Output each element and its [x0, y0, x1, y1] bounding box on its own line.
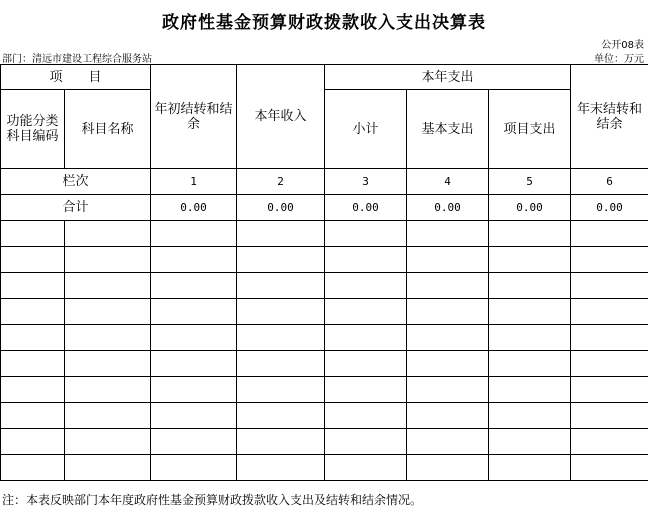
column-number-cell: 3	[325, 169, 407, 195]
header-end-balance: 年末结转和结余	[571, 65, 648, 169]
total-row	[1, 195, 648, 221]
header-income: 本年收入	[237, 65, 325, 169]
total-value: 0.00	[571, 195, 648, 221]
column-number-cell: 1	[151, 169, 237, 195]
empty-row	[1, 299, 648, 325]
column-number-row	[1, 169, 648, 195]
header-item: 项 目	[1, 65, 151, 90]
header-subtotal: 小计	[325, 90, 407, 169]
total-value: 0.00	[407, 195, 489, 221]
total-value: 0.00	[325, 195, 407, 221]
total-value: 0.00	[489, 195, 571, 221]
empty-row	[1, 247, 648, 273]
empty-row	[1, 325, 648, 351]
budget-table	[0, 64, 648, 481]
empty-row	[1, 273, 648, 299]
unit-label: 单位：万元	[594, 54, 644, 65]
form-number: 公开08表	[601, 40, 644, 51]
column-number-cell: 5	[489, 169, 571, 195]
total-value: 0.00	[237, 195, 325, 221]
department-label: 部门：清远市建设工程综合服务站	[2, 54, 152, 65]
header-begin-balance: 年初结转和结余	[151, 65, 237, 169]
total-label: 合计	[1, 195, 151, 221]
header-project: 项目支出	[489, 90, 571, 169]
total-value: 0.00	[151, 195, 237, 221]
footnote: 注：本表反映部门本年度政府性基金预算财政拨款收入支出及结转和结余情况。	[2, 493, 423, 507]
empty-row	[1, 377, 648, 403]
empty-row	[1, 351, 648, 377]
header-basic: 基本支出	[407, 90, 489, 169]
empty-row	[1, 403, 648, 429]
column-number-cell: 6	[571, 169, 648, 195]
header-expense-group: 本年支出	[325, 65, 571, 90]
empty-row	[1, 429, 648, 455]
column-number-cell: 2	[237, 169, 325, 195]
empty-row	[1, 221, 648, 247]
column-number-label: 栏次	[1, 169, 151, 195]
header-func-code: 功能分类科目编码	[1, 90, 65, 169]
report-title: 政府性基金预算财政拨款收入支出决算表	[162, 13, 486, 33]
column-number-cell: 4	[407, 169, 489, 195]
empty-row	[1, 455, 648, 481]
header-subject-name: 科目名称	[65, 90, 151, 169]
